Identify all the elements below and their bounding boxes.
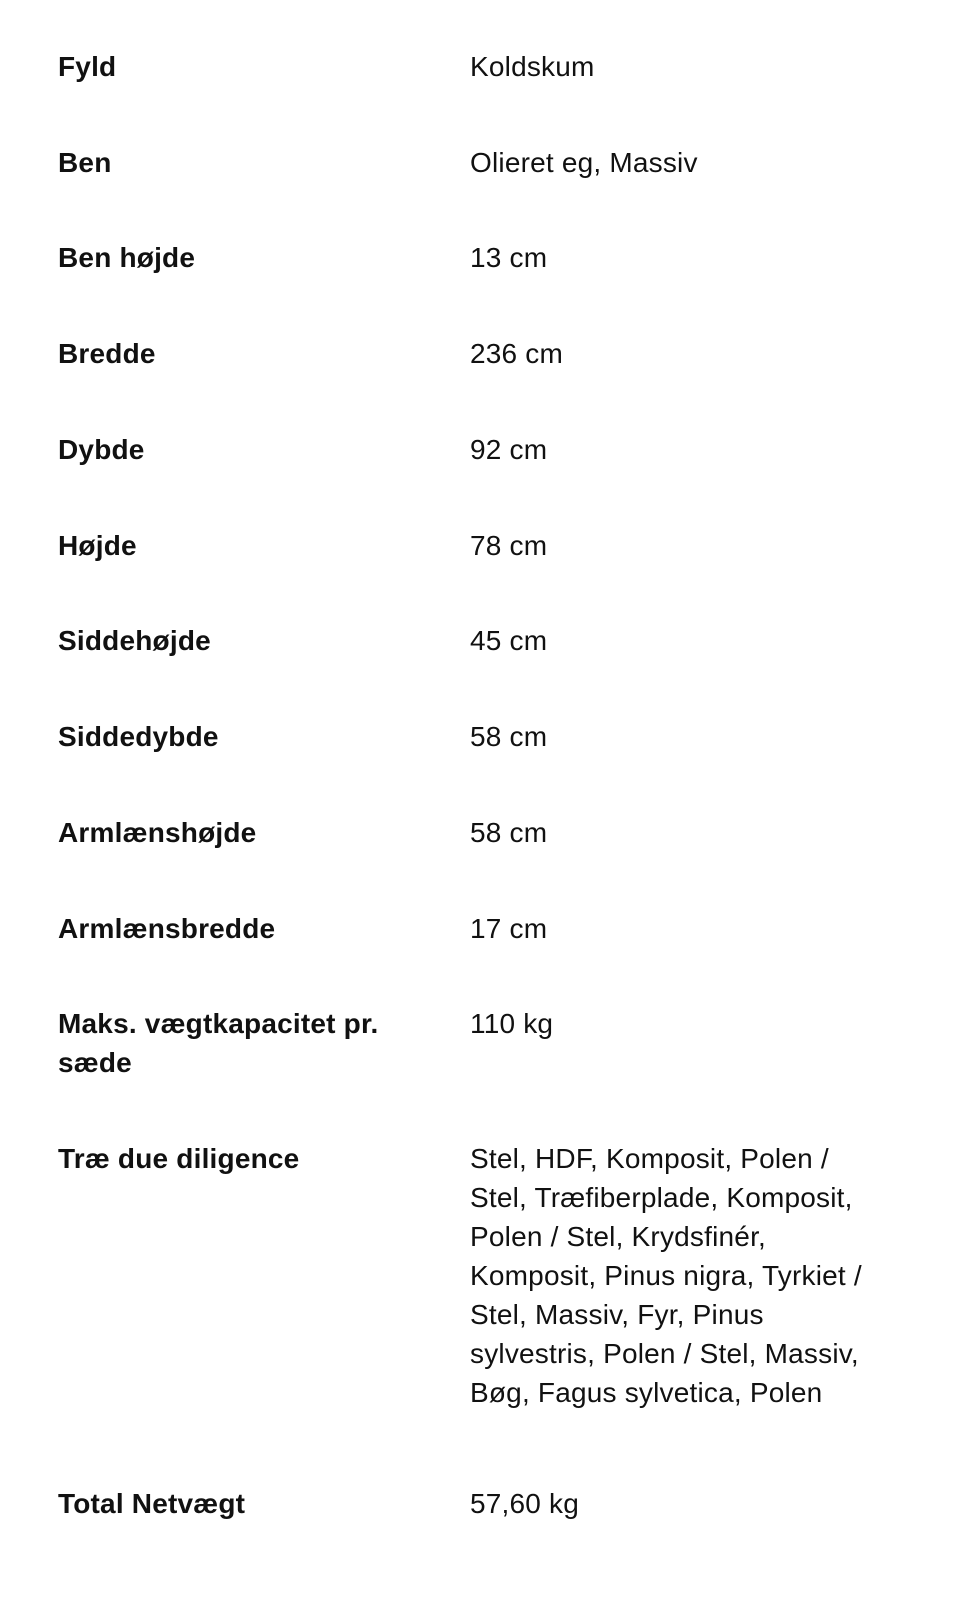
spec-value: 57,60 kg — [470, 1488, 580, 1519]
spec-value: Olieret eg, Massiv — [470, 147, 698, 178]
spec-label: Siddedybde — [58, 721, 219, 752]
spec-label: Siddehøjde — [58, 625, 211, 656]
spec-label: Ben højde — [58, 242, 196, 273]
spec-label: Armlænshøjde — [58, 817, 257, 848]
spec-value: Stel, HDF, Komposit, Polen / Stel, Træfiberplade, Komposit, Polen / Stel, Krydsfinér, Komposit, Pinus nigra, Tyrkiet / Stel, Massiv, Fyr, Pinus sylvestris, Polen / Stel, Massiv, Bøg, Fagus sylvetica, Polen — [470, 1143, 862, 1408]
spec-value: 45 cm — [470, 625, 548, 656]
spec-value: 17 cm — [470, 913, 548, 944]
spec-label: Total Netvægt — [58, 1488, 246, 1519]
spec-value: 58 cm — [470, 721, 548, 752]
spec-label: Fyld — [58, 51, 117, 82]
spec-label: Ben — [58, 147, 112, 178]
spec-value: 110 kg — [470, 1008, 554, 1039]
spec-value: 236 cm — [470, 338, 564, 369]
spec-value: 58 cm — [470, 817, 548, 848]
spec-value: 13 cm — [470, 242, 548, 273]
spec-label: Træ due diligence — [58, 1143, 300, 1174]
spec-label: Bredde — [58, 338, 156, 369]
spec-label: Armlænsbredde — [58, 913, 276, 944]
spec-value: 92 cm — [470, 434, 548, 465]
spec-label: Maks. vægtkapacitet pr. sæde — [58, 1008, 379, 1078]
spec-label: Dybde — [58, 434, 145, 465]
spec-label: Højde — [58, 530, 137, 561]
spec-value: Koldskum — [470, 51, 595, 82]
spec-value: 78 cm — [470, 530, 548, 561]
